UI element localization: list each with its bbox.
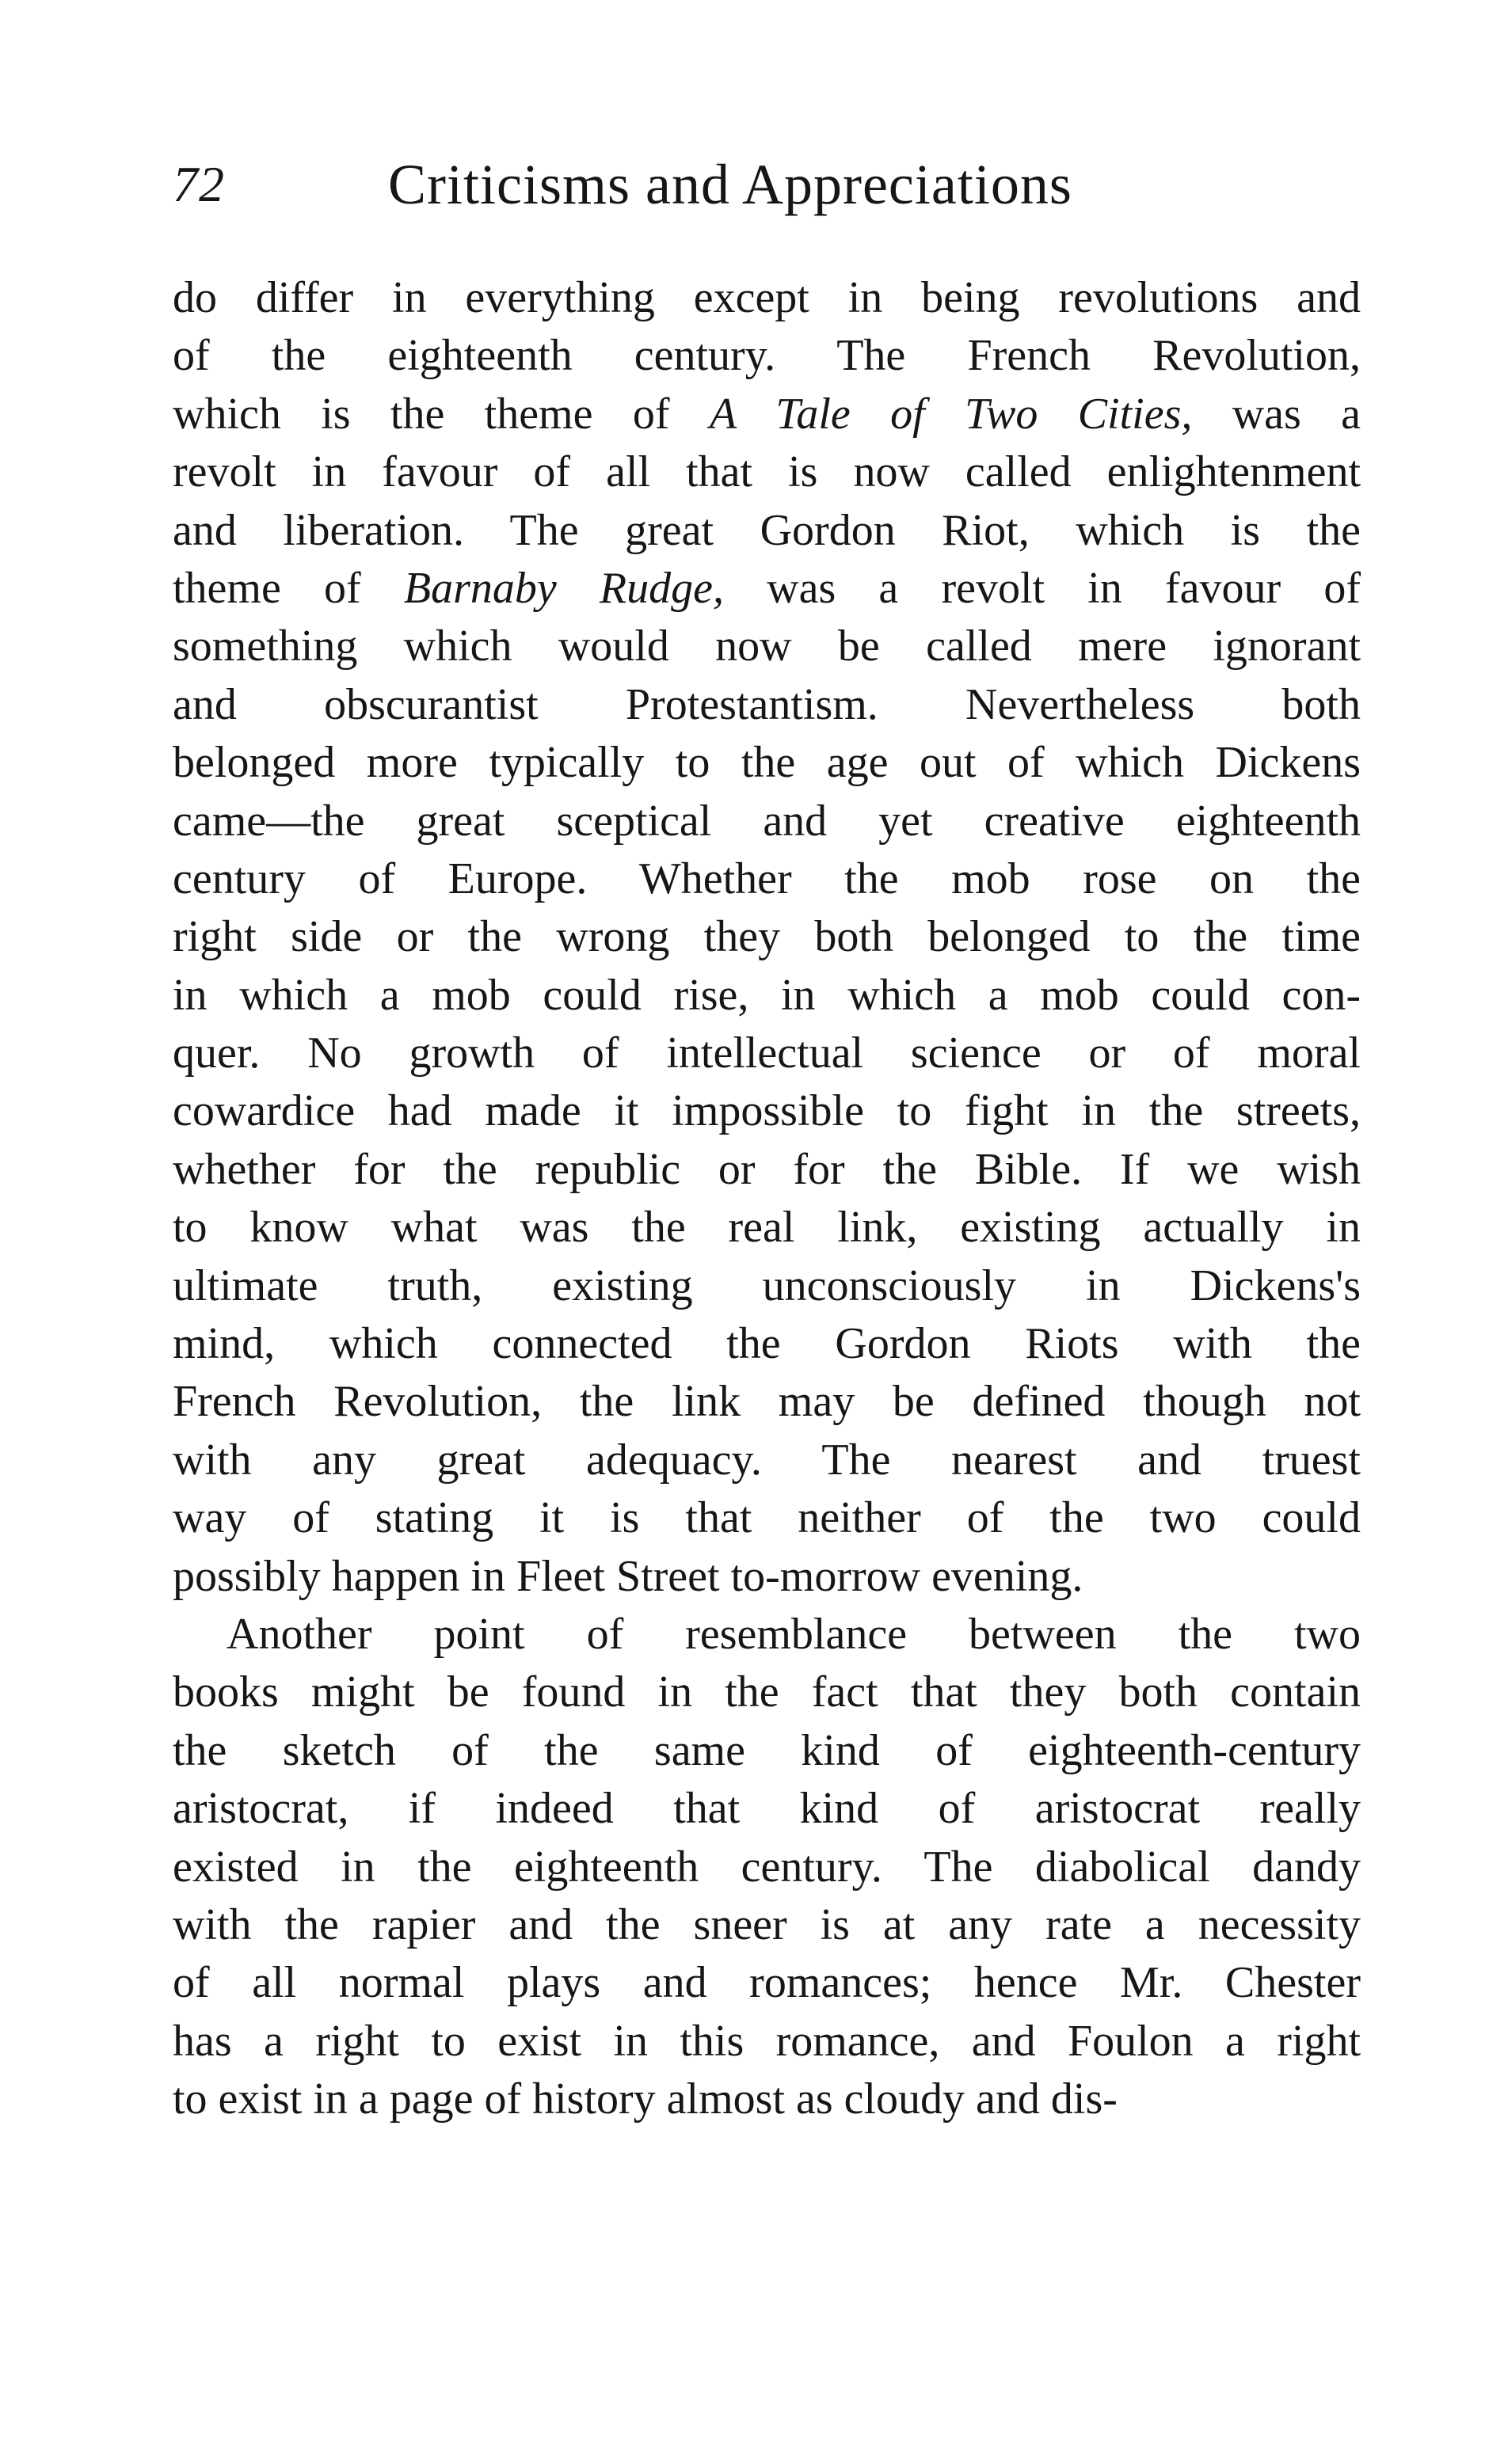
text-line: of the eighteenth century. The French Revolution, <box>173 331 1361 381</box>
text-line: in which a mob could rise, in which a mob could con- <box>173 970 1361 1020</box>
text-line: and obscurantist Protestantism. Nevertheless both <box>173 679 1361 729</box>
text-line: theme of Barnaby Rudge, was a revolt in favour of <box>173 563 1361 613</box>
text-line: aristocrat, if indeed that kind of aristocrat really <box>173 1784 1361 1834</box>
text-line: cowardice had made it impossible to fight in the streets, <box>173 1086 1361 1136</box>
text-line: right side or the wrong they both belonged to the time <box>173 912 1361 962</box>
running-title: Criticisms and Appreciations <box>388 153 1072 216</box>
text-line: revolt in favour of all that is now called enlightenment <box>173 447 1361 497</box>
text-line: to know what was the real link, existing actually in <box>173 1203 1361 1253</box>
text-line: something which would now be called mere ignorant <box>173 622 1361 671</box>
running-head <box>173 149 1139 220</box>
text-line: which is the theme of A Tale of Two Cities, was a <box>173 389 1361 439</box>
text-line: of all normal plays and romances; hence Mr. Chester <box>173 1958 1361 2008</box>
text-line: possibly happen in Fleet Street to-morrow evening. <box>173 1551 1083 1601</box>
page-number: 72 <box>173 156 225 212</box>
text-line: with any great adequacy. The nearest and truest <box>173 1435 1361 1485</box>
text-line: quer. No growth of intellectual science or of moral <box>173 1029 1361 1078</box>
text-line: century of Europe. Whether the mob rose on the <box>173 854 1361 903</box>
text-line: to exist in a page of history almost as cloudy and dis- <box>173 2074 1118 2124</box>
book-title-italic: A Tale of Two Cities, <box>709 389 1193 439</box>
text-line: came—the great sceptical and yet creative eighteenth <box>173 796 1361 846</box>
text-line: with the rapier and the sneer is at any rate a necessity <box>173 1899 1361 1949</box>
text-line: books might be found in the fact that they both contain <box>173 1667 1361 1717</box>
text-line: Another point of resemblance between the two <box>227 1609 1361 1659</box>
text-line: whether for the republic or for the Bible. If we wish <box>173 1144 1361 1194</box>
text-line: do differ in everything except in being revolutions and <box>173 273 1361 322</box>
book-title-italic: Barnaby Rudge, <box>403 563 724 613</box>
body-text <box>173 269 1361 2129</box>
text-line: has a right to exist in this romance, and Foulon a right <box>173 2016 1361 2066</box>
text-line: belonged more typically to the age out of which Dickens <box>173 738 1361 788</box>
text-line: the sketch of the same kind of eighteenth-century <box>173 1725 1361 1775</box>
text-line: mind, which connected the Gordon Riots with the <box>173 1319 1361 1369</box>
text-line: existed in the eighteenth century. The diabolical dandy <box>173 1842 1361 1892</box>
text-line: French Revolution, the link may be defined though not <box>173 1377 1361 1427</box>
text-line: ultimate truth, existing unconsciously in Dickens's <box>173 1261 1361 1310</box>
text-line: way of stating it is that neither of the two could <box>173 1493 1361 1543</box>
text-line: and liberation. The great Gordon Riot, which is the <box>173 505 1361 555</box>
